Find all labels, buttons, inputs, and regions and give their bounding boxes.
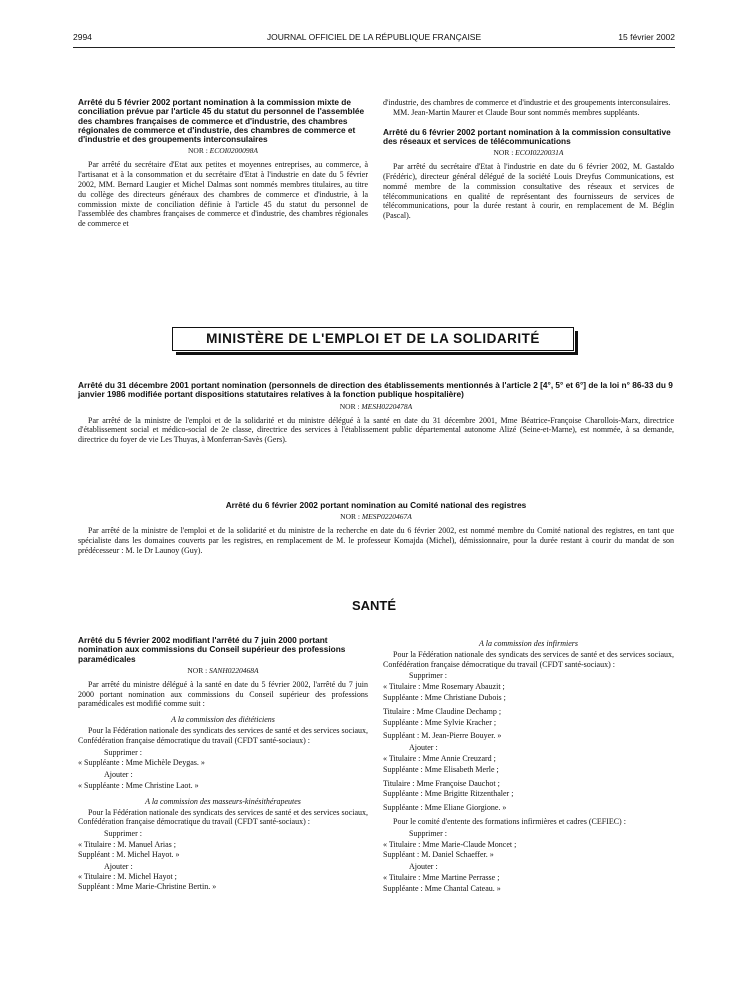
arrete-body: Par arrêté du secrétaire d'Etat aux petites et moyennes entreprises, au commerce, à l'artisanat et à la consommation et du secrétaire d'Etat à l'industrie en date du 5 février 2002, MM. Bernard Laugier et Michel Dalmas sont nommés membres titulaires, au titre du collège des directeurs généraux des chambres de commerce et d'industrie, à la commission mixte de conciliation définie à l'article 45 du statut du personnel de l'assemblée des chambres françaises de commerce et d'industrie, des chambres régionales de commerce et <box>78 160 368 229</box>
issue-date: 15 février 2002 <box>618 32 675 42</box>
substitutes-text: MM. Jean-Martin Maurer et Claude Bour sont nommés membres suppléants. <box>393 107 640 117</box>
arrete-conseil-paramedical <box>78 636 368 892</box>
nor-reference: NOR : MESH0220478A <box>339 401 413 411</box>
arrete-body: Par arrêté du secrétaire d'Etat à l'industrie en date du 6 février 2002, M. Gastaldo (Frédéric), directeur général délégué de la société Louis Dreyfus Communications, est nommé membre de la commission consultative des réseaux et services de télécommunications en qualité de représentant des fournisseurs de services de télécommunications, pour la durée restant à courir, en remplacement de M. Béglin (Pascal). <box>383 162 674 221</box>
added-member: Suppléante : Mme Brigitte Ritzenthaler ; <box>383 789 514 799</box>
ajouter-label: Ajouter : <box>409 743 438 753</box>
added-member: Titulaire : Mme Françoise Dauchot ; <box>383 778 500 788</box>
arrete-title: Arrêté du 5 février 2002 portant nomination à la commission mixte de conciliation prévue par l'article 45 du statut du personnel de l'assemblée des chambres françaises de commerce et d'industrie, des chambres régionales de commerce et d'industrie, des chambres de commerce et d'industrie et des groupements interconsulaires <box>78 97 365 145</box>
arrete-body: Par arrêté de la ministre de l'emploi et de la solidarité et du ministre délégué à la santé en date du 31 décembre 2001, Mme Béatrice-Françoise Charollois-Marx, directrice d'établissement social et médico-social de 2e classe, directrice des services à l'établissement public départemental autonome Alizé (Seine-et-Marne), est nommée, à sa demande, directrice du foyer de vie Les Thuyas, à Monferran-Savès (Gers). <box>78 415 674 445</box>
removed-member: « Suppléante : Mme Michèle Deygas. » <box>78 758 205 768</box>
added-member: « Titulaire : Mme Annie Creuzard ; <box>383 753 496 763</box>
supprimer-label: Supprimer : <box>409 828 447 838</box>
added-member: Suppléante : Mme Eliane Giorgione. » <box>383 803 507 813</box>
ministry-heading: MINISTÈRE DE L'EMPLOI ET DE LA SOLIDARITÉ <box>206 331 540 347</box>
removed-member: Suppléant : M. Daniel Schaeffer. » <box>383 850 494 860</box>
removed-member: « Titulaire : Mme Marie-Claude Moncet ; <box>383 839 517 849</box>
added-member: « Titulaire : M. Michel Hayot ; <box>78 872 177 882</box>
removed-member: Suppléante : Mme Sylvie Kracher ; <box>383 717 497 727</box>
arrete-title: Arrêté du 31 décembre 2001 portant nomination (personnels de direction des établissements mentionnés à l'article 2 [4°, 5° et 6°] de la loi n° 86-33 du 9 janvier 1986 modifiée portant dispositions statutaires relatives à la fonction publique hospitalière) <box>78 380 673 400</box>
arrete-direction-etablissements <box>78 381 674 445</box>
added-member: Suppléant : Mme Marie-Christine Bertin. » <box>78 882 217 892</box>
removed-member: « Titulaire : M. Manuel Arias ; <box>78 840 176 850</box>
page-header <box>73 33 675 45</box>
removed-member: Suppléante : Mme Christiane Dubois ; <box>383 692 506 702</box>
supprimer-label: Supprimer : <box>409 671 447 681</box>
ajouter-label: Ajouter : <box>104 861 133 871</box>
added-member: « Titulaire : Mme Martine Perrasse ; <box>383 872 500 882</box>
supprimer-label: Supprimer : <box>104 829 142 839</box>
cefiec-text: Pour le comité d'entente des formations infirmières et cadres (CEFIEC) : <box>393 816 626 826</box>
arrete-body: Par arrêté de la ministre de l'emploi et de la solidarité et du ministre de la recherche en date du 6 février 2002, est nommé membre du Comité national des registres, en tant que spécialiste dans les domaines couverts par les registres, en remplacement de M. le professeur Komajda (Michel), démissionnaire, pour la durée restant à courir du mandat de son prédécesseur : M. le Dr Launoy (Guy). <box>78 526 674 555</box>
arrete-telecom <box>383 128 674 221</box>
removed-member: Suppléant : M. Jean-Pierre Bouyer. » <box>383 731 502 741</box>
subsection-heading-infirmiers: A la commission des infirmiers <box>479 639 578 648</box>
arrete-title: Arrêté du 5 février 2002 modifiant l'arrêté du 7 juin 2000 portant nomination aux commissions du Conseil supérieur des professions paramédicales <box>78 635 346 664</box>
nor-reference: NOR : SANH0220468A <box>187 665 259 675</box>
added-member: Suppléante : Mme Elisabeth Merle ; <box>383 764 499 774</box>
removed-member: « Titulaire : Mme Rosemary Abauzit ; <box>383 682 505 692</box>
continuation-text: d'industrie, des chambres de commerce et d'industrie et des groupements interconsulaires. <box>383 98 671 107</box>
arrete-commission-mixte <box>78 98 368 229</box>
nor-reference: NOR : ECOI0200098A <box>187 146 258 156</box>
top-right-column <box>383 98 674 221</box>
removed-member: Titulaire : Mme Claudine Dechamp ; <box>383 706 502 716</box>
arrete-intro: Par arrêté du ministre délégué à la santé en date du 5 février 2002, l'arrêté du 7 juin 2000 portant nomination aux commissions du Conseil supérieur des professions paramédicales est modifié comme suit : <box>78 679 368 709</box>
arrete-title: Arrêté du 6 février 2002 portant nomination à la commission consultative des réseaux et services de télécommunications <box>383 126 671 146</box>
removed-member: Suppléant : M. Michel Hayot. » <box>78 849 180 859</box>
nor-reference: NOR : ECOI0220031A <box>493 148 564 158</box>
federation-text: Pour la Fédération nationale des syndicats des services de santé et des services sociaux, Confédération française démocratique du travail (CFDT santé-sociaux) : <box>383 649 674 669</box>
arrete-title: Arrêté du 6 février 2002 portant nomination au Comité national des registres <box>225 500 527 510</box>
page-number: 2994 <box>73 32 92 42</box>
ajouter-label: Ajouter : <box>409 862 438 872</box>
nor-reference: NOR : MESP0220467A <box>340 512 412 522</box>
header-rule <box>73 47 675 48</box>
supprimer-label: Supprimer : <box>104 747 142 757</box>
journal-title: JOURNAL OFFICIEL DE LA RÉPUBLIQUE FRANÇAISE <box>266 32 482 42</box>
ministry-heading-box <box>172 327 574 351</box>
added-member: « Suppléante : Mme Christine Laot. » <box>78 781 199 791</box>
sante-heading: SANTÉ <box>351 598 397 613</box>
commission-infirmiers <box>383 636 674 894</box>
arrete-comite-registres <box>78 501 674 556</box>
federation-text: Pour la Fédération nationale des syndicats des services de santé et des services sociaux, Confédération française démocratique du travail (CFDT santé-sociaux) : <box>78 726 368 745</box>
ajouter-label: Ajouter : <box>104 770 133 780</box>
added-member: Suppléante : Mme Chantal Cateau. » <box>383 883 501 893</box>
federation-text: Pour la Fédération nationale des syndicats des services de santé et des services sociaux, Confédération française démocratique du travail (CFDT santé-sociaux) : <box>78 807 368 827</box>
subsection-heading-dieteticiens: A la commission des diététiciens <box>171 715 275 725</box>
subsection-heading-masseurs: A la commission des masseurs-kinésithérapeutes <box>145 796 301 806</box>
